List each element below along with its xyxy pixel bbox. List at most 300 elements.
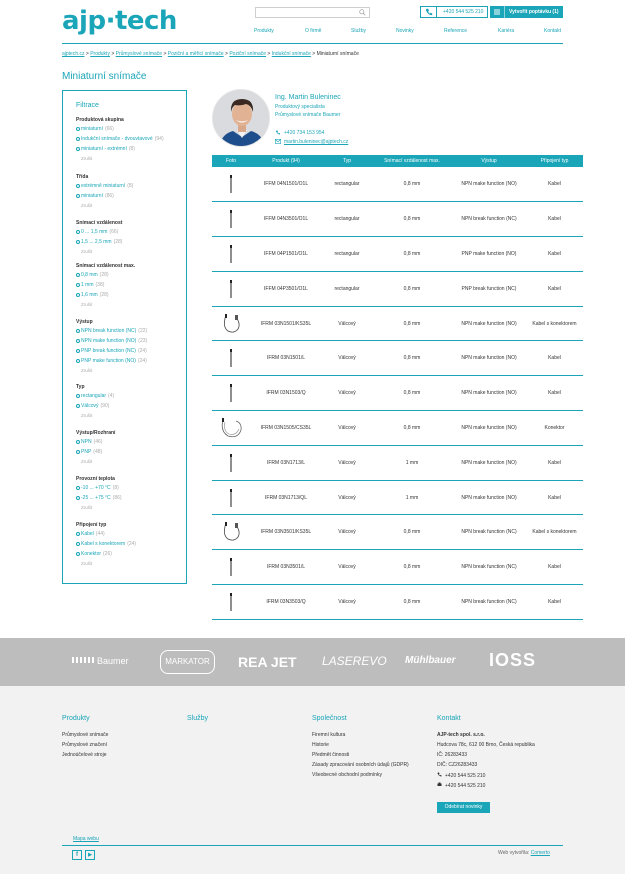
- filter-group: [76, 319, 184, 378]
- product-cell[interactable]: IFRM 03N3501/L: [250, 550, 322, 585]
- type-cell: Válcový: [322, 515, 372, 550]
- filter-option-label: PNP break function (NC): [81, 348, 136, 354]
- connection-cell: Kabel: [526, 341, 583, 376]
- breadcrumb-link[interactable]: Průmyslové snímače: [115, 51, 163, 57]
- radio-icon[interactable]: [76, 394, 80, 398]
- radio-icon[interactable]: [76, 552, 80, 556]
- table-row[interactable]: [212, 515, 583, 550]
- product-photo-icon[interactable]: [214, 556, 248, 578]
- search-input[interactable]: [256, 8, 356, 17]
- table-row[interactable]: [212, 271, 583, 306]
- type-cell: Válcový: [322, 376, 372, 411]
- fax-icon: [437, 782, 442, 787]
- facebook-icon[interactable]: f: [72, 850, 82, 860]
- filter-group: [76, 220, 184, 259]
- phone-separator: [436, 7, 437, 17]
- radio-icon[interactable]: [76, 404, 80, 408]
- filter-reset-link[interactable]: Zrušit: [81, 413, 93, 418]
- contact-phone[interactable]: [275, 130, 324, 136]
- create-inquiry-button[interactable]: [490, 6, 563, 18]
- filter-option[interactable]: [76, 239, 184, 249]
- footer-link[interactable]: Zásady zpracování osobních údajů (GDPR): [312, 762, 409, 768]
- filter-option-count: (26): [103, 551, 112, 557]
- filter-option[interactable]: [76, 449, 184, 459]
- distance-cell: 0,8 mm: [372, 237, 452, 272]
- product-photo-icon[interactable]: [214, 521, 248, 543]
- radio-icon[interactable]: [76, 273, 80, 277]
- filter-group: [76, 476, 184, 515]
- table-row[interactable]: [212, 376, 583, 411]
- filter-option-count: (8): [112, 485, 119, 491]
- footer-column-products: [62, 715, 108, 762]
- output-cell: PNP make function (NO): [452, 237, 526, 272]
- filter-group: [76, 522, 184, 571]
- filter-option[interactable]: [76, 358, 184, 368]
- footer-column-contact: [437, 715, 535, 792]
- radio-icon[interactable]: [76, 349, 80, 353]
- filter-reset-link[interactable]: Zrušit: [81, 203, 93, 208]
- breadcrumb: ajptech.cz > Produkty > Průmyslové snímače > Poziční a měřicí snímače > Poziční snímače > Indukční snímače > Miniaturní snímače: [62, 51, 359, 57]
- filter-group-title: Třída: [76, 174, 89, 180]
- output-cell: NPN make function (NO): [452, 341, 526, 376]
- connection-cell: Konektor: [526, 411, 583, 446]
- type-cell: Válcový: [322, 480, 372, 515]
- products-table: [212, 155, 583, 620]
- brand-name: IOSS: [489, 650, 537, 670]
- site-header: [0, 0, 625, 45]
- filter-option-count: (4): [108, 393, 115, 399]
- phone-icon: [437, 772, 442, 777]
- product-photo-icon[interactable]: [214, 591, 248, 613]
- nav-item-reference[interactable]: Reference: [444, 28, 468, 34]
- output-cell: NPN break function (NC): [452, 202, 526, 237]
- column-header-photo: Foto: [212, 155, 250, 167]
- filter-group: [76, 117, 184, 166]
- product-photo-cell[interactable]: [212, 550, 250, 585]
- email-icon: [275, 139, 281, 144]
- product-cell[interactable]: IFRM 03N1713/QL: [250, 480, 322, 515]
- brand-logo-markator[interactable]: [160, 650, 215, 674]
- footer-link[interactable]: Průmyslové snímače: [62, 732, 109, 738]
- table-row[interactable]: [212, 480, 583, 515]
- filter-option-label: NPN: [81, 439, 92, 445]
- filter-reset-link[interactable]: Zrušit: [81, 156, 93, 161]
- footer-column-title: Společnost: [312, 715, 347, 722]
- type-cell: Válcový: [322, 445, 372, 480]
- column-header-output[interactable]: Výstup: [452, 155, 526, 167]
- filter-option[interactable]: [76, 328, 184, 338]
- product-photo-icon[interactable]: [214, 452, 248, 474]
- baumer-stripes-icon: [72, 657, 94, 663]
- footer-link[interactable]: Průmyslové značení: [62, 742, 108, 748]
- filter-option-count: (46): [93, 439, 103, 445]
- type-cell: Válcový: [322, 585, 372, 620]
- table-row[interactable]: [212, 237, 583, 272]
- table-row[interactable]: [212, 411, 583, 446]
- filter-option[interactable]: [76, 136, 184, 146]
- column-header-distance[interactable]: Snímací vzdálenost max.: [372, 155, 452, 167]
- radio-icon[interactable]: [76, 532, 80, 536]
- filter-option[interactable]: [76, 485, 184, 495]
- brand-name: Baumer: [97, 656, 129, 666]
- filter-option[interactable]: [76, 183, 184, 193]
- filter-option[interactable]: [76, 348, 184, 358]
- column-header-product[interactable]: Produkt (94): [250, 155, 322, 167]
- brand-name: MARKATOR: [165, 657, 210, 666]
- product-cell[interactable]: IFRM 03N1505/CS35L: [250, 411, 322, 446]
- distance-cell: 0,8 mm: [372, 550, 452, 585]
- filter-option-count: (44): [95, 531, 105, 537]
- filter-title: Filtrace: [76, 102, 99, 109]
- product-photo-cell[interactable]: [212, 411, 250, 446]
- nav-item-kontakt[interactable]: Kontakt: [544, 28, 561, 34]
- output-cell: NPN make function (NO): [452, 411, 526, 446]
- connection-cell: Kabel: [526, 550, 583, 585]
- footer-contact-line: DIČ: CZ26283433: [437, 762, 478, 768]
- filter-option-count: (8): [128, 146, 135, 152]
- column-header-connection[interactable]: Připojení typ: [526, 155, 583, 167]
- filter-option[interactable]: [76, 551, 184, 561]
- product-photo-icon[interactable]: [214, 243, 248, 265]
- brands-band: [0, 638, 625, 686]
- header-divider: [62, 43, 563, 44]
- output-cell: NPN make function (NO): [452, 480, 526, 515]
- radio-icon[interactable]: [76, 440, 80, 444]
- product-photo-cell[interactable]: [212, 376, 250, 411]
- brand-name: REA JET: [238, 654, 297, 670]
- output-cell: NPN make function (NO): [452, 445, 526, 480]
- filter-option-count: (48): [93, 449, 103, 455]
- contact-email[interactable]: [275, 139, 348, 145]
- filter-option-label: 0,8 mm: [81, 272, 98, 278]
- product-photo-cell[interactable]: [212, 167, 250, 202]
- type-cell: Válcový: [322, 341, 372, 376]
- nav-item-sluzby[interactable]: Služby: [351, 28, 367, 34]
- table-row[interactable]: [212, 341, 583, 376]
- header-phone-number: +420 544 525 210: [443, 9, 484, 15]
- footer-contact-text: +420 544 525 210: [445, 773, 486, 779]
- filter-option-count: (23): [138, 338, 148, 344]
- product-photo-icon[interactable]: [214, 278, 248, 300]
- filter-option[interactable]: [76, 126, 184, 136]
- filter-option-label: NPN make function (NO): [81, 338, 137, 344]
- connection-cell: Kabel s konektorem: [526, 306, 583, 341]
- filter-option-count: (90): [100, 403, 110, 409]
- products-body: [212, 167, 583, 619]
- breadcrumb-link[interactable]: ajptech.cz: [62, 51, 85, 57]
- filter-group-title: Snímací vzdálenost max.: [76, 263, 136, 269]
- output-cell: NPN break function (NC): [452, 550, 526, 585]
- breadcrumb-current: Miniaturní snímače: [316, 51, 359, 57]
- brand-logo-ioss[interactable]: [489, 650, 536, 671]
- footer-contact-line: IČ: 26283433: [437, 752, 468, 758]
- output-cell: NPN break function (NC): [452, 585, 526, 620]
- brand-logo-laserevo[interactable]: [322, 654, 387, 668]
- filter-group: [76, 174, 184, 213]
- filter-option[interactable]: [76, 403, 184, 413]
- radio-icon[interactable]: [76, 147, 80, 151]
- filter-option[interactable]: [76, 146, 184, 156]
- distance-cell: 0,8 mm: [372, 585, 452, 620]
- footer-link[interactable]: Jednoúčelové stroje: [62, 752, 107, 758]
- page-title: Miniaturní snímače: [62, 71, 147, 82]
- product-cell[interactable]: IFRM 03N1503/Q: [250, 376, 322, 411]
- radio-icon[interactable]: [76, 329, 80, 333]
- filter-reset-link[interactable]: Zrušit: [81, 561, 93, 566]
- filter-reset-link[interactable]: Zrušit: [81, 505, 93, 510]
- filter-option-label: PNP: [81, 449, 92, 455]
- product-photo-cell[interactable]: [212, 306, 250, 341]
- filter-group-title: Provozní teplota: [76, 476, 115, 482]
- brand-logo-muhlbauer[interactable]: [405, 655, 456, 666]
- product-photo-icon[interactable]: [214, 208, 248, 230]
- breadcrumb-link[interactable]: Produkty: [90, 51, 110, 57]
- output-cell: PNP break function (NC): [452, 271, 526, 306]
- footer-link[interactable]: Předmět činnosti: [312, 752, 350, 758]
- product-photo-cell[interactable]: [212, 515, 250, 550]
- product-photo-cell[interactable]: [212, 480, 250, 515]
- distance-cell: 0,8 mm: [372, 271, 452, 306]
- nav-item-novinky[interactable]: Novinky: [396, 28, 414, 34]
- product-cell[interactable]: IFRM 03N1501/L: [250, 341, 322, 376]
- nav-item-produkty[interactable]: Produkty: [254, 28, 274, 34]
- filter-option[interactable]: [76, 193, 184, 203]
- product-cell[interactable]: IFFM 04P3501/O1L: [250, 271, 322, 306]
- distance-cell: 0,8 mm: [372, 341, 452, 376]
- table-row[interactable]: [212, 585, 583, 620]
- distance-cell: 1 mm: [372, 480, 452, 515]
- distance-cell: 0,8 mm: [372, 202, 452, 237]
- product-cell[interactable]: IFRM 03N3503/Q: [250, 585, 322, 620]
- product-cell[interactable]: IFRM 03N1501/KS35L: [250, 306, 322, 341]
- footer-column-title: Služby: [187, 715, 209, 722]
- table-row[interactable]: [212, 167, 583, 202]
- filter-group-title: Připojení typ: [76, 522, 107, 528]
- table-row[interactable]: [212, 550, 583, 585]
- product-photo-cell[interactable]: [212, 341, 250, 376]
- type-cell: rectangular: [322, 202, 372, 237]
- filter-option-label: PNP make function (NO): [81, 358, 136, 364]
- table-header-row: [212, 155, 583, 167]
- product-photo-cell[interactable]: [212, 202, 250, 237]
- contact-phone-text: +420 734 153 954: [284, 130, 325, 136]
- footer-column-title: Produkty: [62, 715, 90, 722]
- youtube-icon[interactable]: ▶: [85, 850, 95, 860]
- radio-icon[interactable]: [76, 486, 80, 490]
- output-cell: NPN make function (NO): [452, 376, 526, 411]
- type-cell: Válcový: [322, 306, 372, 341]
- filter-option[interactable]: [76, 282, 184, 292]
- breadcrumb-link[interactable]: Poziční snímače: [229, 51, 267, 57]
- filter-option-label: rectangular: [81, 393, 107, 399]
- header-phone-button[interactable]: [420, 6, 488, 18]
- type-cell: rectangular: [322, 271, 372, 306]
- filter-reset-link[interactable]: Zrušit: [81, 249, 93, 254]
- filter-option-label: extrémně miniaturní: [81, 183, 126, 189]
- filter-option-count: (22): [138, 328, 148, 334]
- product-photo-cell[interactable]: [212, 585, 250, 620]
- filter-option-label: Konektor: [81, 551, 102, 557]
- radio-icon[interactable]: [76, 194, 80, 198]
- type-cell: rectangular: [322, 167, 372, 202]
- main-nav: [248, 28, 568, 38]
- table-row[interactable]: [212, 306, 583, 341]
- footer-contact-line: Hudcova 78c, 612 00 Brno, Česká republika: [437, 742, 535, 748]
- site-logo[interactable]: ajp·tech: [62, 6, 177, 36]
- table-row[interactable]: [212, 202, 583, 237]
- credit-link[interactable]: Comerto: [530, 850, 550, 856]
- breadcrumb-link[interactable]: Poziční a měřicí snímače: [167, 51, 224, 57]
- filter-option[interactable]: [76, 272, 184, 282]
- contact-name: Ing. Martin Buleninec: [275, 94, 341, 101]
- footer-link[interactable]: Historie: [312, 742, 329, 748]
- product-photo-icon[interactable]: [214, 173, 248, 195]
- filter-option-count: (94): [154, 136, 164, 142]
- filter-option[interactable]: [76, 229, 184, 239]
- filter-group-title: Produktová skupina: [76, 117, 124, 123]
- filter-group: [76, 384, 184, 423]
- distance-cell: 1 mm: [372, 445, 452, 480]
- nav-item-o-firme[interactable]: O firmě: [305, 28, 322, 34]
- filter-group-title: Výstup/Rozhraní: [76, 430, 116, 436]
- filter-option-count: (24): [137, 358, 147, 364]
- type-cell: Válcový: [322, 411, 372, 446]
- product-cell[interactable]: IFRM 03N3501/KS35L: [250, 515, 322, 550]
- contact-role: Produktový specialista: [275, 104, 325, 110]
- filter-option-label: miniaturní - extrémní: [81, 146, 127, 152]
- product-photo-icon[interactable]: [214, 382, 248, 404]
- credit-prefix: Web vytvořila:: [498, 850, 530, 856]
- breadcrumb-link[interactable]: Indukční snímače: [271, 51, 311, 57]
- column-header-type[interactable]: Typ: [322, 155, 372, 167]
- search-box[interactable]: [255, 7, 370, 18]
- filter-option[interactable]: [76, 541, 184, 551]
- connection-cell: Kabel: [526, 585, 583, 620]
- filter-reset-link[interactable]: Zrušit: [81, 368, 93, 373]
- filter-option[interactable]: [76, 495, 184, 505]
- filter-option-label: 1 mm: [81, 282, 94, 288]
- filter-option-label: Kabel s konektorem: [81, 541, 126, 547]
- radio-icon[interactable]: [76, 127, 80, 131]
- product-photo-icon[interactable]: [214, 347, 248, 369]
- footer-column-title: Kontakt: [437, 715, 461, 722]
- radio-icon[interactable]: [76, 184, 80, 188]
- filter-option-count: (86): [112, 495, 122, 501]
- product-photo-cell[interactable]: [212, 237, 250, 272]
- brand-logo-baumer[interactable]: [72, 656, 129, 666]
- radio-icon[interactable]: [76, 339, 80, 343]
- radio-icon[interactable]: [76, 240, 80, 244]
- radio-icon[interactable]: [76, 542, 80, 546]
- filter-option-count: (28): [99, 272, 109, 278]
- filter-option-count: (38): [95, 282, 105, 288]
- filter-option-label: 1,5 ... 2,5 mm: [81, 239, 112, 245]
- filter-option-count: (28): [99, 292, 109, 298]
- newsletter-button[interactable]: Odebírat novinky: [437, 802, 490, 813]
- filter-group: [76, 430, 184, 469]
- filter-option[interactable]: [76, 439, 184, 449]
- inquiry-label: Vytvořit poptávku (1): [509, 9, 559, 15]
- radio-icon[interactable]: [76, 293, 80, 297]
- product-photo-cell[interactable]: [212, 445, 250, 480]
- footer-credit: [498, 850, 550, 856]
- filter-reset-link[interactable]: Zrušit: [81, 302, 93, 307]
- footer-divider: [62, 845, 563, 846]
- radio-icon[interactable]: [76, 230, 80, 234]
- filter-option-count: (8): [127, 183, 134, 189]
- connection-cell: Kabel: [526, 445, 583, 480]
- filter-option-label: -10 ... +70 °C: [81, 485, 111, 491]
- filter-option-label: 0 ... 1,5 mm: [81, 229, 108, 235]
- phone-icon: [275, 130, 281, 135]
- footer-link[interactable]: Všeobecné obchodní podmínky: [312, 772, 383, 778]
- filter-option-label: 1,6 mm: [81, 292, 98, 298]
- filter-option[interactable]: [76, 338, 184, 348]
- table-row[interactable]: [212, 445, 583, 480]
- contact-email-text: martin.buleninec@ajptech.cz: [284, 139, 349, 145]
- output-cell: NPN make function (NO): [452, 167, 526, 202]
- connection-cell: Kabel: [526, 376, 583, 411]
- connection-cell: Kabel: [526, 237, 583, 272]
- filter-option-count: (28): [113, 239, 123, 245]
- product-photo-icon[interactable]: [214, 417, 248, 439]
- filter-option-label: Indukční snímače - dvouvtavové: [81, 136, 153, 142]
- radio-icon[interactable]: [76, 359, 80, 363]
- connection-cell: Kabel: [526, 202, 583, 237]
- filter-option[interactable]: [76, 531, 184, 541]
- product-cell[interactable]: IFFM 04P1501/O1L: [250, 237, 322, 272]
- type-cell: rectangular: [322, 237, 372, 272]
- phone-icon: [425, 8, 433, 16]
- filter-option-count: (66): [109, 229, 119, 235]
- distance-cell: 0,8 mm: [372, 411, 452, 446]
- filter-option-label: -25 ... +75 °C: [81, 495, 111, 501]
- filter-option[interactable]: [76, 393, 184, 403]
- radio-icon[interactable]: [76, 137, 80, 141]
- product-photo-cell[interactable]: [212, 271, 250, 306]
- filter-option-label: Válcový: [81, 403, 99, 409]
- connection-cell: Kabel: [526, 480, 583, 515]
- filter-option-label: NPN break function (NC): [81, 328, 137, 334]
- filter-group-title: Snímací vzdálenost: [76, 220, 123, 226]
- product-photo-icon[interactable]: [214, 313, 248, 335]
- search-icon[interactable]: [359, 9, 366, 16]
- connection-cell: Kabel: [526, 271, 583, 306]
- sitemap-link[interactable]: Mapa webu: [73, 836, 99, 842]
- product-cell[interactable]: IFRM 03N1713/L: [250, 445, 322, 480]
- product-cell[interactable]: IFFM 04N1501/O1L: [250, 167, 322, 202]
- avatar: [212, 89, 270, 147]
- radio-icon[interactable]: [76, 450, 80, 454]
- filter-option-label: miniaturní: [81, 193, 103, 199]
- brand-logo-reajet[interactable]: [238, 654, 297, 670]
- filter-option[interactable]: [76, 292, 184, 302]
- product-cell[interactable]: IFFM 04N3501/O1L: [250, 202, 322, 237]
- nav-item-kariera[interactable]: Kariéra: [498, 28, 515, 34]
- product-photo-icon[interactable]: [214, 487, 248, 509]
- footer-contact-line: [437, 782, 535, 792]
- radio-icon[interactable]: [76, 283, 80, 287]
- output-cell: NPN make function (NO): [452, 306, 526, 341]
- radio-icon[interactable]: [76, 496, 80, 500]
- distance-cell: 0,8 mm: [372, 167, 452, 202]
- filter-reset-link[interactable]: Zrušit: [81, 459, 93, 464]
- footer-link[interactable]: Firemní kultura: [312, 732, 346, 738]
- filter-option-count: (86): [104, 193, 114, 199]
- filter-group: [76, 263, 184, 312]
- connection-cell: Kabel s konektorem: [526, 515, 583, 550]
- distance-cell: 0,8 mm: [372, 306, 452, 341]
